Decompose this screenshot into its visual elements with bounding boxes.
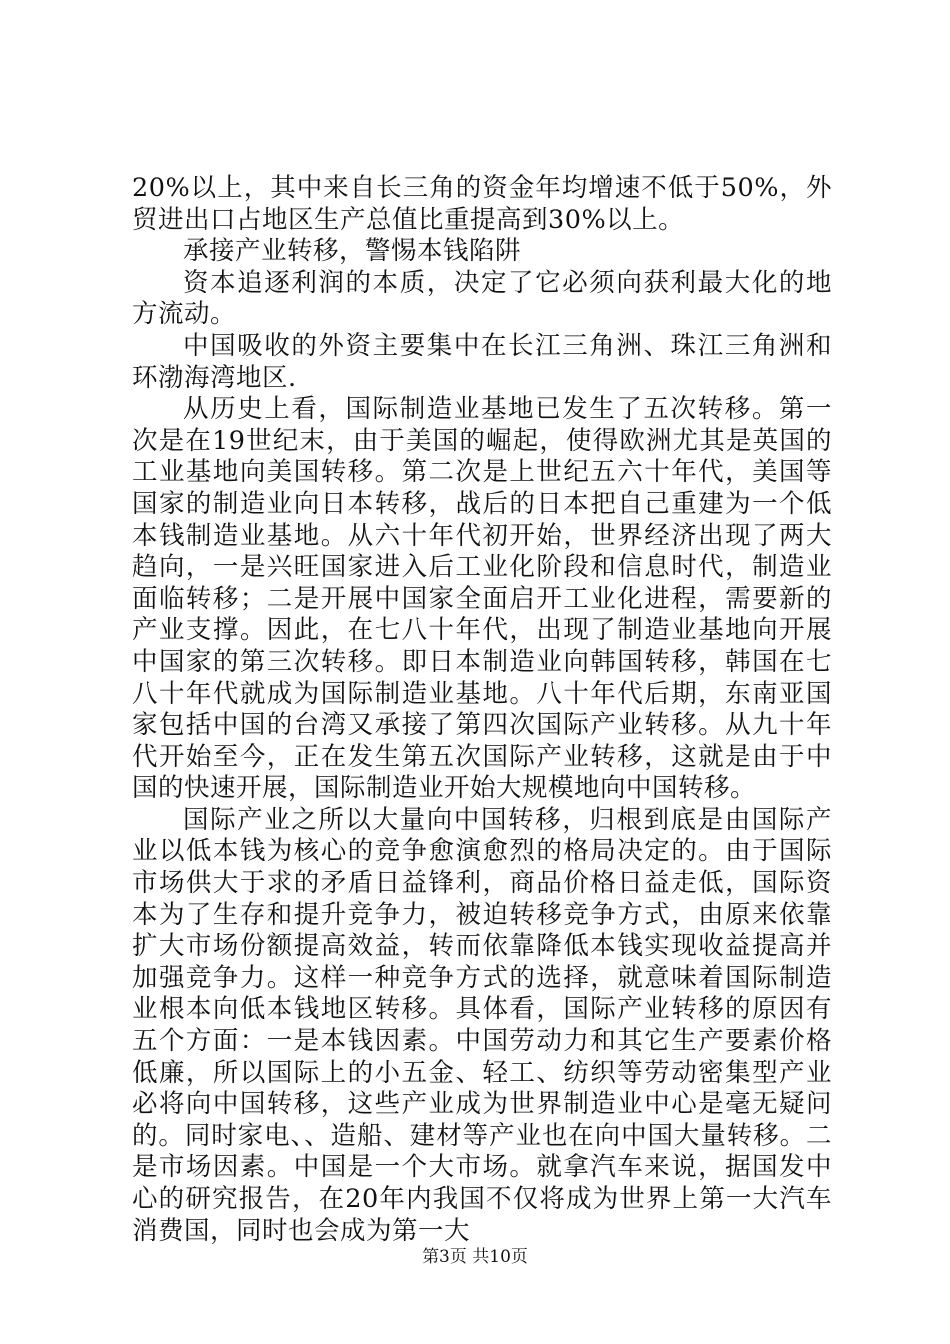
paragraph-5: 国际产业之所以大量向中国转移，归根到底是由国际产业以低本钱为核心的竞争愈演愈烈的格局决定的。由于国际市场供大于求的矛盾日益锋利，商品价格日益走低，国际资本为了生存和提升竞争力，被迫转移竞争方式，由原来依靠扩大市场份额提高效益，转而依靠降低本钱实现收益提高并加强竞争力。这样一种竞争方式的选择，就意味着国际制造业根本向低本钱地区转移。具体看，国际产业转移的原因有五个方面：一是本钱因素。中国劳动力和其它生产要素价格低廉，所以国际上的小五金、轻工、纺织等劳动密集型产业必将向中国转移，这些产业成为世界制造业中心是毫无疑问的。同时家电、、造船、建材等产业也在向中国大量转移。二是市场因素。中国是一个大市场。就拿汽车来说，据国发中心的研究报告，在20年内我国不仅将成为世界上第一大汽车消费国，同时也会成为第一大 (132, 804, 832, 1246)
section-heading: 承接产业转移，警惕本钱陷阱 (183, 236, 522, 267)
paragraph-4: 从历史上看，国际制造业基地已发生了五次转移。第一次是在19世纪末，由于美国的崛起，使得欧洲尤其是英国的工业基地向美国转移。第二次是上世纪五六十年代，美国等国家的制造业向日本转移，战后的日本把自己重建为一个低本钱制造业基地。从六十年代初开始，世界经济出现了两大趋向，一是兴旺国家进入后工业化阶段和信息时代，制造业面临转移；二是开展中国家全面启开工业化进程，需要新的产业支撑。因此，在七八十年代，出现了制造业基地向开展中国家的第三次转移。即日本制造业向韩国转移，韩国在七八十年代就成为国际制造业基地。八十年代后期，东南亚国家包括中国的台湾又承接了第四次国际产业转移。从九十年代开始至今，正在发生第五次国际产业转移，这就是由于中国的快速开展，国际制造业开始大规模地向中国转移。 (132, 394, 832, 804)
paragraph-1: 20%以上，其中来自长三角的资金年均增速不低于50%，外贸进出口占地区生产总值比重提高到30%以上。 (132, 173, 832, 235)
paragraph-3: 中国吸收的外资主要集中在长江三角洲、珠江三角洲和环渤海湾地区. (132, 330, 832, 393)
page-footer: 第3页 共10页 (422, 1247, 528, 1267)
body-text (132, 173, 832, 1247)
paragraph-2: 资本追逐利润的本质，决定了它必须向获利最大化的地方流动。 (132, 267, 832, 330)
